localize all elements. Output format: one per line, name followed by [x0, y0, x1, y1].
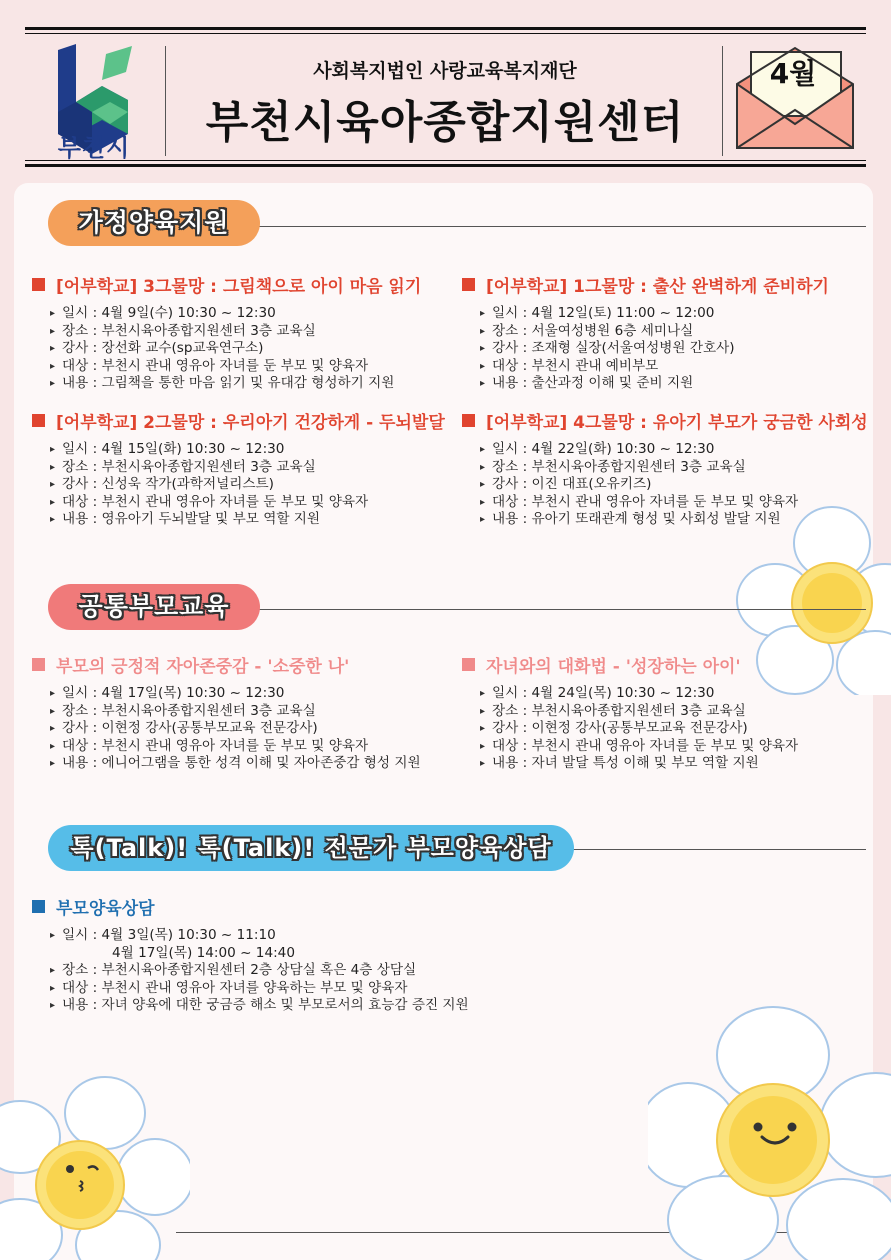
header-divider-left: [165, 46, 166, 156]
square-bullet-icon: [32, 414, 45, 427]
square-bullet-icon: [32, 278, 45, 291]
detail-item: ▸ 내용 : 출산과정 이해 및 준비 지원: [480, 375, 829, 393]
detail-item: ▸ 장소 : 부천시육아종합지원센터 3층 교육실: [480, 459, 868, 477]
center-title: 부천시육아종합지원센터: [205, 97, 685, 148]
program-title: [32, 652, 421, 677]
organization-name: 사회복지법인 사랑교육복지재단: [313, 60, 577, 82]
square-bullet-icon: [462, 278, 475, 291]
program-title-text: [어부학교] 1그물망 : 출산 완벽하게 준비하기: [486, 277, 829, 297]
detail-item: ▸ 장소 : 부천시육아종합지원센터 3층 교육실: [50, 323, 421, 341]
program-block: [32, 894, 469, 1015]
detail-item: ▸ 일시 : 4월 24일(목) 10:30 ~ 12:30: [480, 685, 798, 703]
month-label: 4월: [769, 57, 817, 90]
detail-item-continued: 4월 17일(목) 14:00 ~ 14:40: [112, 944, 295, 961]
program-title: [462, 408, 868, 433]
detail-item: ▸ 내용 : 자녀 양육에 대한 궁금증 해소 및 부모로서의 효능감 증진 지원: [50, 997, 469, 1015]
program-title-text: 부모양육상담: [56, 899, 155, 919]
section-title-common-education: 공통부모교육: [48, 584, 260, 630]
detail-item: ▸ 강사 : 이진 대표(오유키즈): [480, 476, 868, 494]
program-title: [32, 272, 421, 297]
detail-item: ▸ 대상 : 부천시 관내 영유아 자녀를 양육하는 부모 및 양육자: [50, 980, 469, 998]
program-details: [50, 685, 421, 773]
detail-item: ▸ 일시 : 4월 12일(토) 11:00 ~ 12:00: [480, 305, 829, 323]
section-divider: [258, 226, 866, 227]
program-block: [32, 272, 421, 393]
header-top-line-thin: [25, 33, 866, 34]
detail-item: ▸ 내용 : 그림책을 통한 마음 읽기 및 유대감 형성하기 지원: [50, 375, 421, 393]
header-bottom-line-thin: [25, 160, 866, 161]
program-title-text: [어부학교] 4그물망 : 유아기 부모가 궁금한 사회성: [486, 413, 868, 433]
square-bullet-icon: [462, 414, 475, 427]
detail-item: ▸ 장소 : 부천시육아종합지원센터 2층 상담실 혹은 4층 상담실: [50, 962, 469, 980]
flower-smiling-icon: [648, 1005, 891, 1260]
square-bullet-icon: [462, 658, 475, 671]
program-details: [50, 927, 469, 1015]
program-title-text: 부모의 긍정적 자아존중감 - '소중한 나': [56, 657, 350, 677]
detail-item: ▸ 강사 : 조재형 실장(서울여성병원 간호사): [480, 340, 829, 358]
section-divider: [570, 849, 866, 850]
program-block: [462, 272, 829, 393]
detail-item: ▸ 대상 : 부천시 관내 영유아 자녀를 둔 부모 및 양육자: [480, 738, 798, 756]
program-block: [462, 652, 798, 773]
program-details: [50, 305, 421, 393]
program-details: [480, 685, 798, 773]
detail-item: ▸ 대상 : 부천시 관내 영유아 자녀를 둔 부모 및 양육자: [480, 494, 868, 512]
header-top-line-thick: [25, 27, 866, 30]
detail-item: ▸ 대상 : 부천시 관내 영유아 자녀를 둔 부모 및 양육자: [50, 738, 421, 756]
detail-item: ▸ 강사 : 장선화 교수(sp교육연구소): [50, 340, 421, 358]
detail-item: ▸ 내용 : 에니어그램을 통한 성격 이해 및 자아존중감 형성 지원: [50, 755, 421, 773]
flower-winking-icon: [0, 1075, 190, 1260]
header-divider-right: [722, 46, 723, 156]
program-title-text: [어부학교] 3그물망 : 그림책으로 아이 마음 읽기: [56, 277, 422, 297]
detail-item: ▸ 대상 : 부천시 관내 영유아 자녀를 둔 부모 및 양육자: [50, 358, 421, 376]
program-block: [32, 408, 445, 529]
detail-item: ▸ 장소 : 서울여성병원 6층 세미나실: [480, 323, 829, 341]
program-title: [32, 894, 469, 919]
detail-item: ▸ 대상 : 부천시 관내 예비부모: [480, 358, 829, 376]
detail-item: ▸ 강사 : 신성욱 작가(과학저널리스트): [50, 476, 445, 494]
detail-item: ▸ 장소 : 부천시육아종합지원센터 3층 교육실: [50, 459, 445, 477]
detail-item: ▸ 내용 : 영유아기 두뇌발달 및 부모 역할 지원: [50, 511, 445, 529]
program-details: [480, 305, 829, 393]
detail-item: ▸ 대상 : 부천시 관내 영유아 자녀를 둔 부모 및 양육자: [50, 494, 445, 512]
section-title-home-parenting: 가정양육지원: [48, 200, 260, 246]
detail-item: ▸ 내용 : 유아기 또래관계 형성 및 사회성 발달 지원: [480, 511, 868, 529]
detail-item: ▸ 일시 : 4월 22일(화) 10:30 ~ 12:30: [480, 441, 868, 459]
detail-item: ▸ 일시 : 4월 3일(목) 10:30 ~ 11:10: [50, 927, 469, 945]
detail-item: ▸ 일시 : 4월 15일(화) 10:30 ~ 12:30: [50, 441, 445, 459]
program-title: [462, 272, 829, 297]
program-title-text: 자녀와의 대화법 - '성장하는 아이': [486, 657, 741, 677]
section-divider: [258, 609, 866, 610]
program-title: [462, 652, 798, 677]
detail-item: ▸ 일시 : 4월 17일(목) 10:30 ~ 12:30: [50, 685, 421, 703]
detail-item: ▸ 강사 : 이현정 강사(공통부모교육 전문강사): [50, 720, 421, 738]
program-title-text: [어부학교] 2그물망 : 우리아기 건강하게 - 두뇌발달: [56, 413, 445, 433]
program-block: [32, 652, 421, 773]
detail-item: ▸ 장소 : 부천시육아종합지원센터 3층 교육실: [50, 703, 421, 721]
section-title-counseling: 톡(Talk)! 톡(Talk)! 전문가 부모양육상담: [48, 825, 574, 871]
detail-item: ▸ 일시 : 4월 9일(수) 10:30 ~ 12:30: [50, 305, 421, 323]
detail-item: ▸ 내용 : 자녀 발달 특성 이해 및 부모 역할 지원: [480, 755, 798, 773]
header-bottom-line-thick: [25, 164, 866, 167]
detail-item: ▸ 장소 : 부천시육아종합지원센터 3층 교육실: [480, 703, 798, 721]
program-title: [32, 408, 445, 433]
program-details: [50, 441, 445, 529]
logo-text: 부천시: [57, 134, 131, 162]
square-bullet-icon: [32, 900, 45, 913]
square-bullet-icon: [32, 658, 45, 671]
detail-item: ▸ 강사 : 이현정 강사(공통부모교육 전문강사): [480, 720, 798, 738]
